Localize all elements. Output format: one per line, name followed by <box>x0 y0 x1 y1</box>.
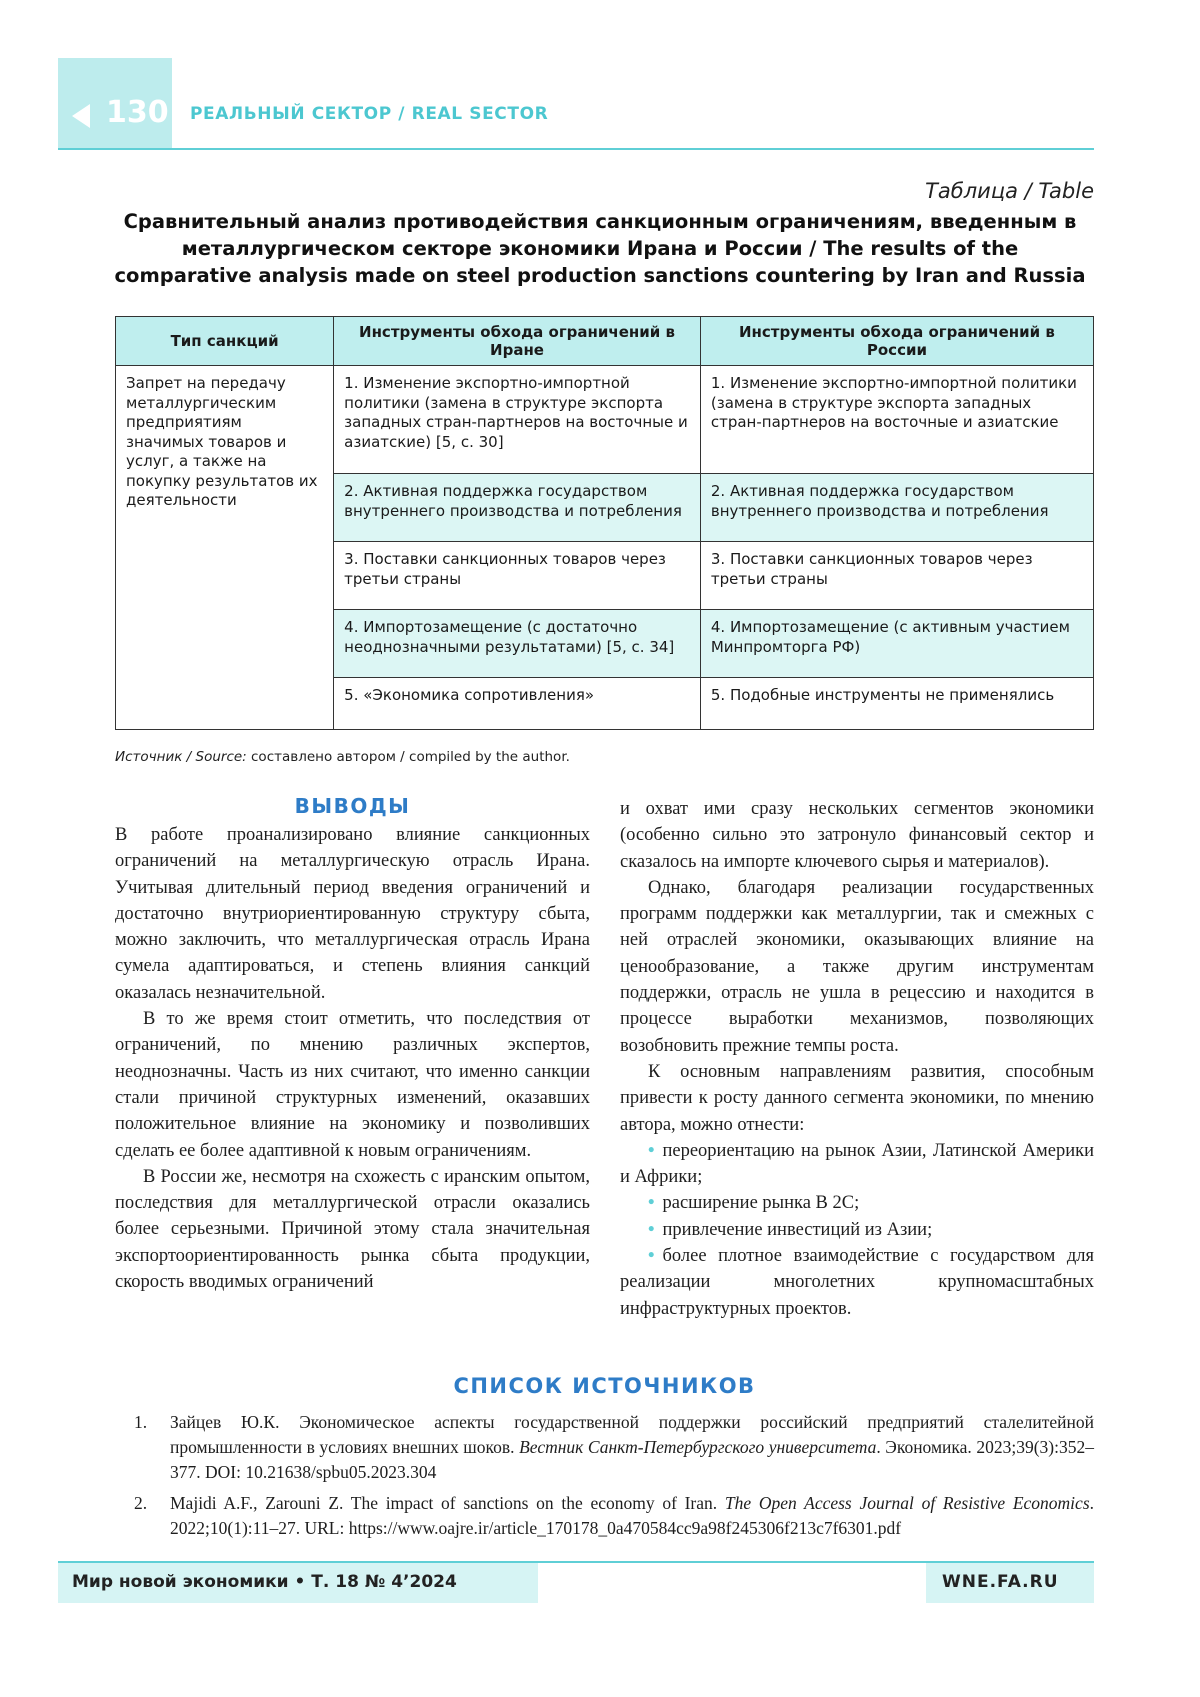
bullet-item <box>620 1138 1094 1191</box>
iran-tool-cell: 3. Поставки санкционных товаров через третьи страны <box>334 542 701 610</box>
back-arrow-icon <box>72 104 90 128</box>
footer-site-link[interactable]: WNE.FA.RU <box>942 1572 1059 1592</box>
reference-item <box>134 1410 1094 1485</box>
bullet-text: более плотное взаимодействие с государством для реализации многолетних крупномасштабных инфраструктурных проектов. <box>620 1246 1094 1319</box>
bullet-item <box>620 1190 1094 1216</box>
reference-details: . 2022;10(1):11–27. URL: https://www.oajre.ir/article_170178_0a470584cc9a98f245306f213c7f6301.pdf <box>170 1493 1094 1538</box>
bullet-icon: • <box>648 1193 655 1214</box>
paragraph: и охват ими сразу нескольких сегментов экономики (особенно сильно это затронуло финансовый сектор и сказалось на импорте ключевого сырья и материалов). <box>620 799 1094 872</box>
table-header-cell: Тип санкций <box>116 317 334 366</box>
bullet-item <box>620 1217 1094 1243</box>
reference-number: 2. <box>134 1493 148 1513</box>
bullet-icon: • <box>648 1140 655 1161</box>
page-number: 130 <box>106 95 169 130</box>
reference-details: . Экономика. 2023;39(3):352–377. DOI: 10.21638/spbu05.2023.304 <box>170 1437 1094 1482</box>
footer-journal: Мир новой экономики • Т. 18 № 4’2024 <box>72 1572 457 1592</box>
table-label: Таблица / Table <box>925 179 1094 203</box>
paragraph: Однако, благодаря реализации государственных программ поддержки как металлургии, так и смежных с ней отраслей экономики, оказывающих влияние на ценообразование, а также другим инструментам поддержки, отрасль не ушла в рецессию и находится в процессе выработки механизмов, позволяющих возобновить прежние темпы роста. <box>620 877 1094 1056</box>
conclusions-heading: ВЫВОДЫ <box>294 794 411 818</box>
iran-tool-cell: 1. Изменение экспортно-импортной политики (замена в структуре экспорта западных стран-партнеров на восточные и азиатские) [5, с. 30] <box>334 366 701 474</box>
conclusions-left-column <box>115 822 590 1295</box>
iran-tool-cell: 4. Импортозамещение (с достаточно неоднозначными результатами) [5, с. 34] <box>334 610 701 678</box>
reference-item <box>134 1491 1094 1541</box>
russia-tool-cell: 2. Активная поддержка государством внутреннего производства и потребления <box>700 474 1093 542</box>
bullet-icon: • <box>648 1219 655 1240</box>
russia-tool-cell: 1. Изменение экспортно-импортной политики (замена в структуре экспорта западных стран-партнеров на восточные и азиатские <box>700 366 1093 474</box>
bullet-text: переориентацию на рынок Азии, Латинской Америки и Африки; <box>620 1140 1094 1188</box>
bullet-icon: • <box>648 1246 655 1267</box>
reference-number: 1. <box>134 1412 148 1432</box>
bullet-text: расширение рынка B 2C; <box>662 1193 860 1214</box>
reference-authors-title: Зайцев Ю.К. Экономическое аспекты государственной поддержки российский предприятий сталелитейной промышленности в условиях внешних шоков. <box>170 1412 1094 1457</box>
comparison-table <box>115 316 1094 730</box>
sanction-type-cell: Запрет на передачу металлургическим предприятиям значимых товаров и услуг, а также на покупку результатов их деятельности <box>116 366 334 730</box>
reference-journal: Вестник Санкт-Петербургского университета <box>519 1437 877 1457</box>
header-divider <box>58 148 1094 150</box>
reference-authors-title: Majidi A.F., Zarouni Z. The impact of sanctions on the economy of Iran. <box>170 1493 725 1513</box>
paragraph: В то же время стоит отметить, что последствия от ограничений, по мнению различных экспертов, неоднозначны. Часть из них считают, что именно санкции стали причиной структурных изменений, оказавших положительное влияние на экономику и позволивших сделать ее более адаптивной к новым ограничениям. <box>115 1009 590 1161</box>
table-row <box>116 366 1094 474</box>
conclusions-right-column <box>620 796 1094 1322</box>
section-title: РЕАЛЬНЫЙ СЕКТОР / REAL SECTOR <box>190 104 549 124</box>
paragraph: К основным направлениям развития, способным привести к росту данного сегмента экономики, по мнению автора, можно отнести: <box>620 1061 1094 1135</box>
russia-tool-cell: 3. Поставки санкционных товаров через третьи страны <box>700 542 1093 610</box>
table-header-cell: Инструменты обхода ограничений в России <box>700 317 1093 366</box>
reference-journal: The Open Access Journal of Resistive Economics <box>724 1493 1090 1513</box>
reference-list <box>134 1410 1094 1547</box>
paragraph: В России же, несмотря на схожесть с иранским опытом, последствия для металлургической отрасли оказались более серьезными. Причиной этому стала значительная экспортоориентированность рынка сбыта продукции, скорость вводимых ограничений <box>115 1166 590 1293</box>
source-text: составлено автором / compiled by the author. <box>246 749 570 765</box>
table-header-row <box>116 317 1094 366</box>
source-label: Источник / Source: <box>115 749 247 765</box>
table-source <box>115 748 570 766</box>
iran-tool-cell: 5. «Экономика сопротивления» <box>334 678 701 730</box>
russia-tool-cell: 5. Подобные инструменты не применялись <box>700 678 1093 730</box>
table-title: Сравнительный анализ противодействия санкционным ограничениям, введенным в металлургическом секторе экономики Ирана и России / The results of the comparative analysis made on steel production sanctions countering by Iran and Russia <box>114 210 1086 287</box>
paragraph: В работе проанализировано влияние санкционных ограничений на металлургическую отрасль Ирана. Учитывая длительный период введения ограничений и достаточно внутриориентированную структуру сбыта, можно заключить, что металлургическая отрасль Ирана сумела адаптироваться, и степень влияния санкций оказалась незначительной. <box>115 825 590 1003</box>
bullet-item <box>620 1243 1094 1322</box>
iran-tool-cell: 2. Активная поддержка государством внутреннего производства и потребления <box>334 474 701 542</box>
russia-tool-cell: 4. Импортозамещение (с активным участием Минпромторга РФ) <box>700 610 1093 678</box>
bullet-text: привлечение инвестиций из Азии; <box>662 1219 933 1240</box>
references-heading: СПИСОК ИСТОЧНИКОВ <box>453 1374 756 1398</box>
table-header-cell: Инструменты обхода ограничений в Иране <box>334 317 701 366</box>
